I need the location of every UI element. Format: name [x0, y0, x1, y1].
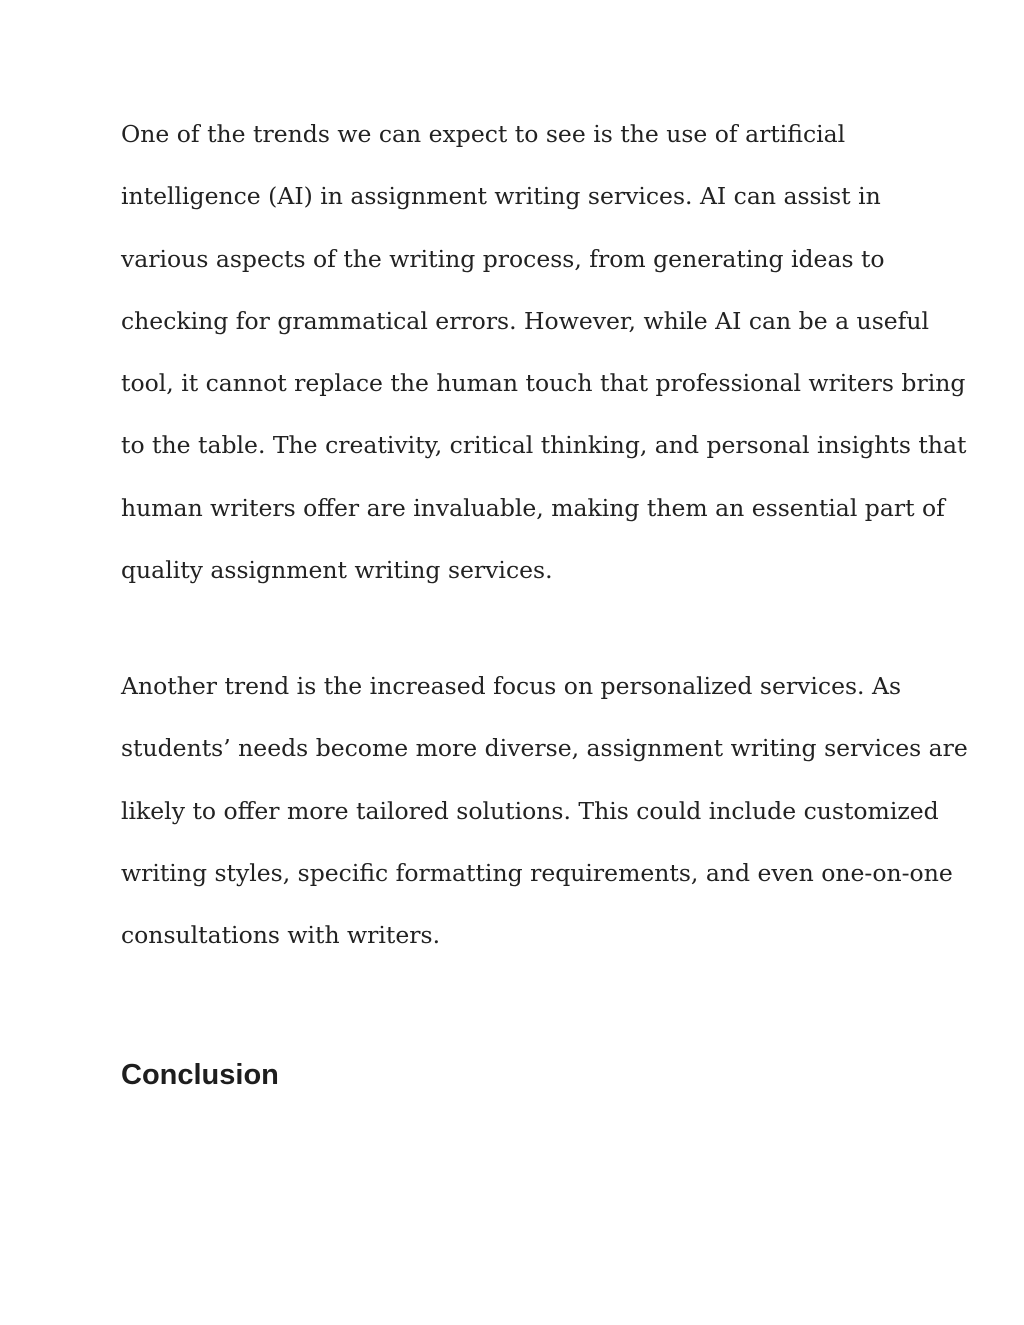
paragraph-line: likely to offer more tailored solutions. This could include customized — [121, 796, 939, 825]
paragraph-line: One of the trends we can expect to see is the use of artificial — [121, 120, 846, 148]
paragraph-line: Another trend is the increased focus on personalized services. As — [121, 672, 902, 700]
paragraph-line: students’ needs become more diverse, assignment writing services are — [121, 734, 968, 763]
paragraph-line: consultations with writers. — [121, 921, 441, 950]
paragraph-line: various aspects of the writing process, from generating ideas to — [121, 244, 885, 273]
paragraph-line: to the table. The creativity, critical thinking, and personal insights that — [121, 431, 967, 460]
section-heading-conclusion: Conclusion — [121, 1059, 279, 1091]
paragraph-line: human writers offer are invaluable, making them an essential part of — [121, 493, 945, 522]
paragraph-line: quality assignment writing services. — [121, 556, 553, 585]
paragraph-ai-trend — [121, 120, 967, 620]
paragraph-line: intelligence (AI) in assignment writing services. AI can assist in — [121, 182, 881, 211]
paragraph-line: tool, it cannot replace the human touch that professional writers bring — [121, 369, 966, 398]
paragraph-line: checking for grammatical errors. However, while AI can be a useful — [121, 306, 930, 335]
paragraph-line: writing styles, specific formatting requirements, and even one-on-one — [121, 858, 953, 887]
paragraph-personalized-trend — [121, 672, 968, 985]
